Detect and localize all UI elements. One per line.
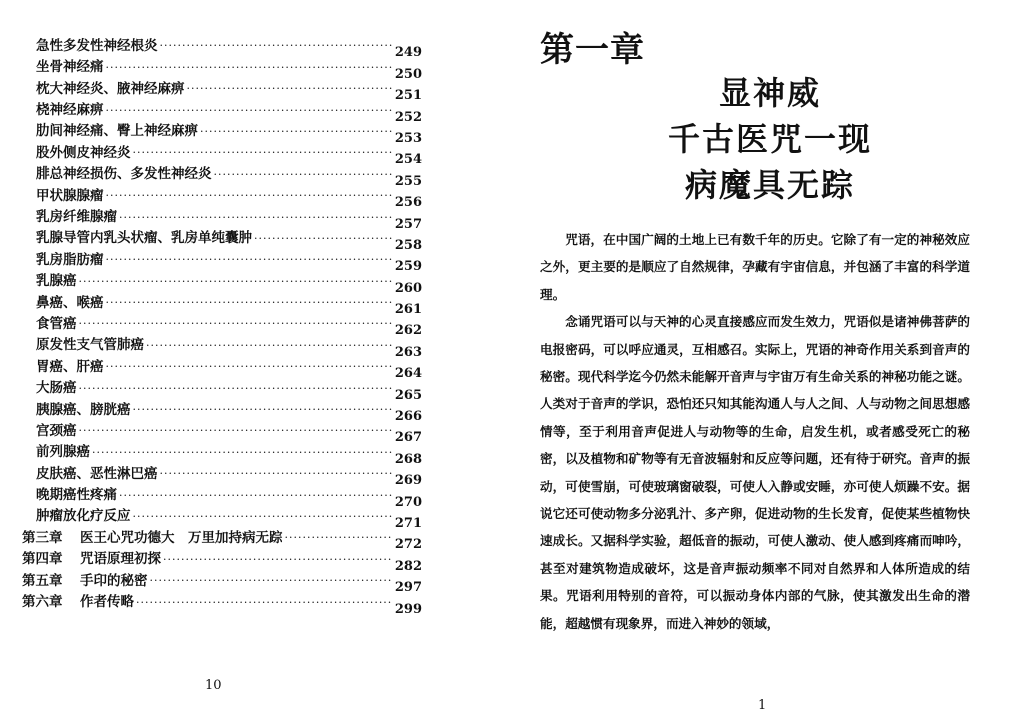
toc-entry-page: 297 — [394, 580, 422, 596]
toc-leader-dots — [133, 404, 393, 415]
toc-leader-dots — [214, 169, 393, 180]
toc-chapter-title — [22, 553, 161, 567]
toc-entry-title: 皮肤癌、恶性淋巴癌 — [36, 465, 158, 482]
toc-entry-page: 263 — [394, 344, 422, 360]
toc-entry — [22, 96, 422, 125]
toc-entry-title: 肋间神经痛、臀上神经麻痹 — [36, 123, 198, 140]
toc-entry-page: 258 — [394, 237, 422, 253]
toc-entry-title: 桡神经麻痹 — [36, 102, 104, 119]
toc-entry — [22, 481, 422, 510]
toc-leader-dots — [106, 297, 393, 308]
toc-entry — [22, 118, 422, 146]
toc-entry-title: 晚期癌性疼痛 — [36, 487, 117, 504]
toc-leader-dots — [79, 383, 393, 394]
toc-leader-dots — [200, 126, 393, 137]
toc-entry-page: 252 — [394, 109, 422, 125]
toc-chapter-number: 第三章 — [22, 529, 63, 546]
toc-chapter-number: 第四章 — [22, 551, 63, 568]
toc-entry-title: 肿瘤放化疗反应 — [36, 508, 131, 525]
toc-leader-dots — [146, 340, 393, 351]
toc-entry-page: 259 — [394, 259, 422, 275]
toc-entry-title: 乳腺癌 — [36, 273, 77, 290]
toc-entry-page: 267 — [394, 430, 422, 446]
toc-entry — [22, 182, 422, 211]
toc-entry — [22, 160, 422, 189]
toc-leader-dots — [119, 212, 393, 223]
toc-entry-page: 257 — [394, 216, 422, 232]
toc-entry-page: 253 — [394, 130, 422, 146]
toc-entry-page: 266 — [394, 409, 422, 425]
toc-entry — [22, 353, 422, 382]
toc-leader-dots — [106, 361, 393, 372]
toc-entry-page: 268 — [394, 451, 422, 467]
toc-entry — [22, 289, 422, 318]
toc-chapter-number: 第六章 — [22, 594, 63, 611]
toc-entry-page: 261 — [394, 302, 422, 318]
paragraph: 念诵咒语可以与天神的心灵直接感应而发生效力，咒语似是诸神佛菩萨的电报密码，可以呼应通灵，互相感召。实际上，咒语的神奇作用关系到音声的秘密。现代科学迄今仍然未能解开音声与宇宙万有生命关系的神秘功能之谜。人类对于音声的学识，恐怕还只知其能沟通人与人之间、人与动物之间思想感情等，至于利用音声促进人与动物等的生命，启发生机，或者感受死亡的秘密，以及植物和矿物等有无音波辐射和反应等问题，还有待于研究。音声的振动，可使雪崩，可使玻璃窗破裂，可使人入静或安睡，亦可使人烦躁不安。据说它还可使动物多分泌乳汁、多产卵，促进动物的生长发育，促使某些植物快速成长。又据科学实验，超低音的振动，可使人激动、使人感到疼痛而呻吟，甚至对建筑物造成破坏，这是音声振动频率不同对自然界和人体所造成的结果。咒语利用特别的音符，可以振动身体内部的气脉，使其激发出生命的潜能，超越惯有现象界，而进入神妙的领域， — [540, 314, 970, 631]
toc-leader-dots — [133, 511, 393, 522]
toc-entry — [22, 75, 422, 104]
toc-leader-dots — [92, 447, 393, 458]
toc-entry-title: 大肠癌 — [36, 380, 77, 397]
toc-entry-page: 260 — [394, 280, 422, 296]
toc-entry-title: 胰腺癌、膀胱癌 — [36, 401, 131, 418]
toc-entry — [22, 203, 422, 232]
toc-entry-title: 前列腺癌 — [36, 444, 90, 461]
toc-entry — [22, 139, 422, 168]
toc-leader-dots — [163, 554, 393, 565]
toc-leader-dots — [106, 254, 393, 265]
toc-leader-dots — [187, 83, 393, 94]
left-page-number: 10 — [205, 678, 222, 693]
toc-entry-title: 甲状腺腺瘤 — [36, 187, 104, 204]
toc-entry — [22, 438, 422, 467]
toc-leader-dots — [79, 425, 393, 436]
toc-entry-page: 251 — [394, 88, 422, 104]
table-of-contents — [22, 32, 422, 617]
toc-chapter-entry — [22, 567, 422, 596]
toc-leader-dots — [160, 40, 393, 51]
toc-entry — [22, 374, 422, 403]
toc-entry — [22, 417, 422, 446]
toc-entry — [22, 331, 422, 360]
toc-entry-page: 256 — [394, 195, 422, 211]
toc-leader-dots — [133, 147, 393, 158]
paragraph: 咒语，在中国广阔的土地上已有数千年的历史。它除了有一定的神秘效应之外，更主要的是顺应了自然规律，孕藏有宇宙信息，并包涵了丰富的科学道理。 — [540, 232, 970, 302]
toc-entry — [22, 53, 422, 82]
toc-leader-dots — [79, 276, 393, 287]
toc-chapter-number: 第五章 — [22, 572, 63, 589]
toc-entry-title: 乳房纤维腺瘤 — [36, 209, 117, 226]
toc-entry-page: 250 — [394, 66, 422, 82]
toc-leader-dots — [136, 597, 393, 608]
toc-entry-page: 271 — [394, 515, 422, 531]
toc-entry-title: 坐骨神经痛 — [36, 59, 104, 76]
toc-leader-dots — [254, 233, 393, 244]
toc-leader-dots — [119, 490, 393, 501]
toc-leader-dots — [160, 468, 393, 479]
toc-leader-dots — [106, 62, 393, 73]
title-line: 千古医咒一现 — [667, 120, 872, 158]
toc-entry-page: 299 — [394, 601, 422, 617]
toc-entry-page: 270 — [394, 494, 422, 510]
toc-chapter-name: 咒语原理初探 — [80, 551, 161, 568]
title-line: 病魔具无踪 — [684, 166, 855, 204]
title-line: 显神威 — [718, 74, 821, 112]
toc-entry-title: 股外侧皮神经炎 — [36, 144, 131, 161]
toc-chapter-title — [22, 529, 283, 546]
toc-entry-page: 255 — [394, 173, 422, 189]
toc-entry-page: 265 — [394, 387, 422, 403]
chapter-label: 第一章 — [540, 30, 645, 70]
toc-entry-page: 262 — [394, 323, 422, 339]
toc-entry-page: 282 — [394, 558, 422, 574]
right-page-number: 1 — [758, 698, 767, 713]
toc-entry — [22, 310, 422, 339]
toc-entry — [22, 503, 422, 531]
toc-entry-page: 269 — [394, 473, 422, 489]
toc-entry-page: 272 — [394, 537, 422, 553]
body-text — [540, 226, 970, 637]
toc-entry-title: 腓总神经损伤、多发性神经炎 — [36, 166, 212, 183]
toc-entry — [22, 460, 422, 489]
toc-leader-dots — [150, 575, 393, 586]
toc-entry-title: 宫颈癌 — [36, 422, 77, 439]
toc-chapter-name: 手印的秘密 — [80, 572, 148, 589]
toc-entry — [22, 267, 422, 296]
toc-entry-title: 乳房脂肪瘤 — [36, 251, 104, 268]
toc-leader-dots — [285, 532, 393, 543]
toc-entry-title: 急性多发性神经根炎 — [36, 37, 158, 54]
toc-entry-page: 264 — [394, 366, 422, 382]
toc-entry-title: 胃癌、肝癌 — [36, 358, 104, 375]
toc-leader-dots — [79, 318, 393, 329]
toc-entry-page: 254 — [394, 152, 422, 168]
toc-chapter-entry — [22, 524, 422, 553]
toc-chapter-entry — [22, 545, 422, 574]
toc-entry — [22, 246, 422, 275]
toc-chapter-title — [22, 596, 134, 610]
toc-leader-dots — [106, 190, 393, 201]
toc-chapter-title — [22, 572, 148, 589]
toc-entry — [22, 396, 422, 425]
toc-entry-title: 鼻癌、喉癌 — [36, 294, 104, 311]
toc-entry-page: 249 — [394, 45, 422, 61]
left-page — [0, 0, 500, 724]
toc-entry-title: 乳腺导管内乳头状瘤、乳房单纯囊肿 — [36, 230, 252, 247]
toc-entry-title: 食管癌 — [36, 315, 77, 332]
toc-leader-dots — [106, 105, 393, 116]
toc-entry-title: 枕大神经炎、腋神经麻痹 — [36, 80, 185, 97]
toc-entry-title: 原发性支气管肺癌 — [36, 337, 144, 354]
chapter-title — [620, 70, 920, 208]
toc-entry — [22, 32, 422, 61]
toc-chapter-entry — [22, 588, 422, 617]
toc-chapter-name: 作者传略 — [80, 594, 134, 611]
toc-chapter-name: 医王心咒功德大 万里加持病无踪 — [80, 529, 283, 546]
toc-entry — [22, 225, 422, 253]
